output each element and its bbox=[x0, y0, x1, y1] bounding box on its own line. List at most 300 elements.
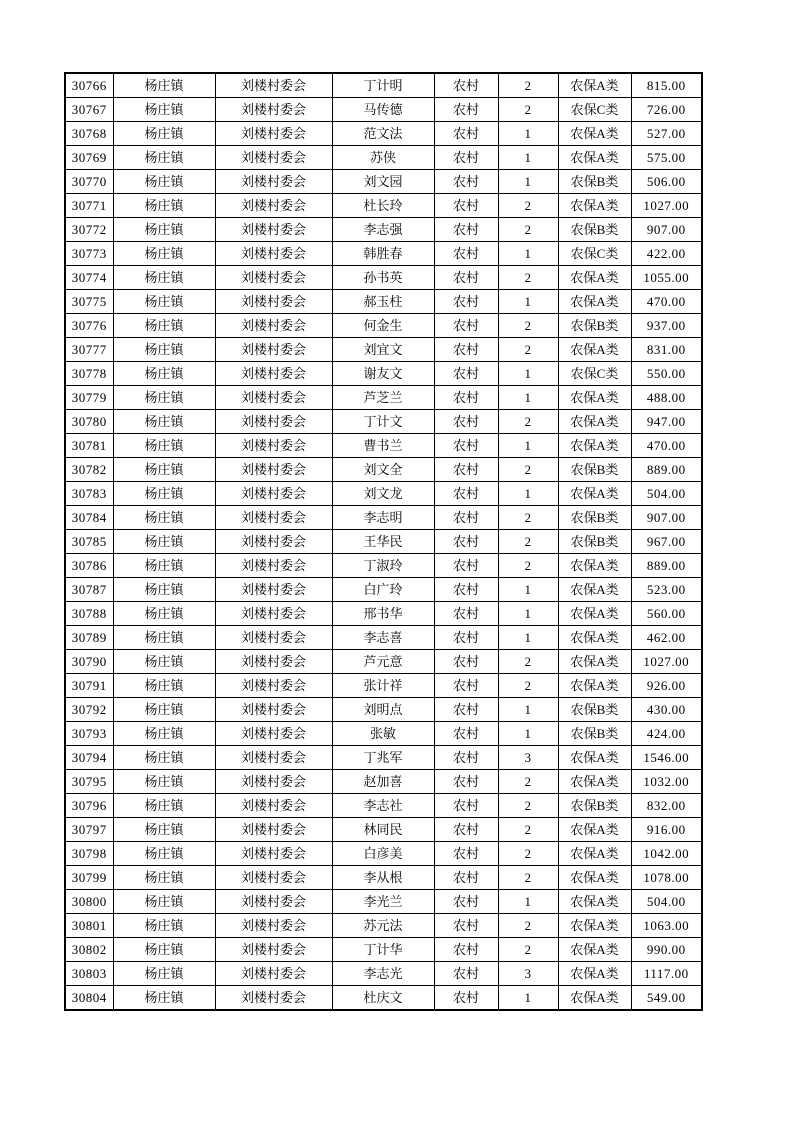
cell-town: 杨庄镇 bbox=[113, 962, 215, 986]
cell-category: 农村 bbox=[434, 818, 498, 842]
cell-record-id: 30804 bbox=[65, 986, 113, 1011]
cell-person-count: 1 bbox=[498, 362, 558, 386]
cell-person-name: 何金生 bbox=[332, 314, 434, 338]
cell-town: 杨庄镇 bbox=[113, 266, 215, 290]
cell-town: 杨庄镇 bbox=[113, 746, 215, 770]
cell-category: 农村 bbox=[434, 434, 498, 458]
cell-insurance-type: 农保A类 bbox=[558, 818, 631, 842]
cell-amount: 832.00 bbox=[631, 794, 702, 818]
cell-record-id: 30793 bbox=[65, 722, 113, 746]
table-row bbox=[65, 986, 702, 1011]
cell-person-name: 郝玉柱 bbox=[332, 290, 434, 314]
cell-person-name: 林同民 bbox=[332, 818, 434, 842]
cell-insurance-type: 农保A类 bbox=[558, 290, 631, 314]
cell-category: 农村 bbox=[434, 554, 498, 578]
cell-record-id: 30789 bbox=[65, 626, 113, 650]
cell-town: 杨庄镇 bbox=[113, 482, 215, 506]
cell-insurance-type: 农保C类 bbox=[558, 98, 631, 122]
cell-amount: 504.00 bbox=[631, 482, 702, 506]
cell-record-id: 30801 bbox=[65, 914, 113, 938]
cell-person-name: 王华民 bbox=[332, 530, 434, 554]
cell-town: 杨庄镇 bbox=[113, 506, 215, 530]
cell-category: 农村 bbox=[434, 482, 498, 506]
cell-amount: 907.00 bbox=[631, 506, 702, 530]
cell-village-committee: 刘楼村委会 bbox=[215, 362, 332, 386]
cell-village-committee: 刘楼村委会 bbox=[215, 914, 332, 938]
cell-amount: 527.00 bbox=[631, 122, 702, 146]
cell-category: 农村 bbox=[434, 722, 498, 746]
cell-amount: 1546.00 bbox=[631, 746, 702, 770]
cell-insurance-type: 农保A类 bbox=[558, 73, 631, 98]
cell-town: 杨庄镇 bbox=[113, 290, 215, 314]
cell-insurance-type: 农保A类 bbox=[558, 482, 631, 506]
cell-village-committee: 刘楼村委会 bbox=[215, 506, 332, 530]
cell-category: 农村 bbox=[434, 914, 498, 938]
table-row bbox=[65, 73, 702, 98]
cell-village-committee: 刘楼村委会 bbox=[215, 530, 332, 554]
cell-insurance-type: 农保A类 bbox=[558, 674, 631, 698]
table-row bbox=[65, 266, 702, 290]
cell-person-name: 丁计文 bbox=[332, 410, 434, 434]
table-row bbox=[65, 530, 702, 554]
cell-person-name: 杜庆文 bbox=[332, 986, 434, 1011]
cell-record-id: 30777 bbox=[65, 338, 113, 362]
cell-amount: 1027.00 bbox=[631, 650, 702, 674]
cell-person-name: 苏侠 bbox=[332, 146, 434, 170]
cell-person-name: 李志光 bbox=[332, 962, 434, 986]
cell-person-count: 2 bbox=[498, 866, 558, 890]
cell-record-id: 30767 bbox=[65, 98, 113, 122]
cell-town: 杨庄镇 bbox=[113, 338, 215, 362]
cell-category: 农村 bbox=[434, 218, 498, 242]
cell-amount: 926.00 bbox=[631, 674, 702, 698]
cell-insurance-type: 农保B类 bbox=[558, 314, 631, 338]
table-row bbox=[65, 242, 702, 266]
cell-category: 农村 bbox=[434, 986, 498, 1011]
cell-record-id: 30792 bbox=[65, 698, 113, 722]
cell-person-name: 赵加喜 bbox=[332, 770, 434, 794]
cell-village-committee: 刘楼村委会 bbox=[215, 122, 332, 146]
cell-town: 杨庄镇 bbox=[113, 650, 215, 674]
cell-town: 杨庄镇 bbox=[113, 602, 215, 626]
cell-amount: 470.00 bbox=[631, 290, 702, 314]
cell-town: 杨庄镇 bbox=[113, 530, 215, 554]
cell-village-committee: 刘楼村委会 bbox=[215, 770, 332, 794]
cell-town: 杨庄镇 bbox=[113, 842, 215, 866]
cell-record-id: 30785 bbox=[65, 530, 113, 554]
table-row bbox=[65, 602, 702, 626]
cell-town: 杨庄镇 bbox=[113, 722, 215, 746]
cell-record-id: 30803 bbox=[65, 962, 113, 986]
table-row bbox=[65, 746, 702, 770]
cell-record-id: 30778 bbox=[65, 362, 113, 386]
cell-record-id: 30774 bbox=[65, 266, 113, 290]
cell-person-count: 2 bbox=[498, 458, 558, 482]
cell-amount: 462.00 bbox=[631, 626, 702, 650]
cell-village-committee: 刘楼村委会 bbox=[215, 722, 332, 746]
table-row bbox=[65, 938, 702, 962]
table-row bbox=[65, 842, 702, 866]
cell-record-id: 30797 bbox=[65, 818, 113, 842]
table-row bbox=[65, 146, 702, 170]
cell-village-committee: 刘楼村委会 bbox=[215, 314, 332, 338]
table-row bbox=[65, 914, 702, 938]
cell-insurance-type: 农保A类 bbox=[558, 650, 631, 674]
cell-record-id: 30771 bbox=[65, 194, 113, 218]
table-row bbox=[65, 770, 702, 794]
cell-person-name: 曹书兰 bbox=[332, 434, 434, 458]
cell-person-name: 张敏 bbox=[332, 722, 434, 746]
cell-town: 杨庄镇 bbox=[113, 410, 215, 434]
cell-category: 农村 bbox=[434, 602, 498, 626]
cell-insurance-type: 农保A类 bbox=[558, 626, 631, 650]
cell-amount: 488.00 bbox=[631, 386, 702, 410]
cell-person-count: 1 bbox=[498, 626, 558, 650]
cell-category: 农村 bbox=[434, 794, 498, 818]
cell-town: 杨庄镇 bbox=[113, 770, 215, 794]
cell-record-id: 30769 bbox=[65, 146, 113, 170]
cell-person-count: 1 bbox=[498, 722, 558, 746]
cell-category: 农村 bbox=[434, 746, 498, 770]
cell-insurance-type: 农保A类 bbox=[558, 914, 631, 938]
cell-insurance-type: 农保C类 bbox=[558, 362, 631, 386]
cell-category: 农村 bbox=[434, 506, 498, 530]
cell-village-committee: 刘楼村委会 bbox=[215, 338, 332, 362]
cell-person-count: 1 bbox=[498, 482, 558, 506]
cell-town: 杨庄镇 bbox=[113, 73, 215, 98]
cell-record-id: 30781 bbox=[65, 434, 113, 458]
cell-village-committee: 刘楼村委会 bbox=[215, 410, 332, 434]
cell-person-count: 1 bbox=[498, 122, 558, 146]
table-row bbox=[65, 98, 702, 122]
cell-amount: 1117.00 bbox=[631, 962, 702, 986]
cell-record-id: 30791 bbox=[65, 674, 113, 698]
cell-person-name: 刘文龙 bbox=[332, 482, 434, 506]
cell-person-count: 2 bbox=[498, 338, 558, 362]
cell-amount: 1055.00 bbox=[631, 266, 702, 290]
cell-amount: 1078.00 bbox=[631, 866, 702, 890]
cell-insurance-type: 农保A类 bbox=[558, 746, 631, 770]
cell-person-count: 3 bbox=[498, 746, 558, 770]
cell-person-count: 2 bbox=[498, 506, 558, 530]
cell-insurance-type: 农保A类 bbox=[558, 890, 631, 914]
cell-person-name: 邢书华 bbox=[332, 602, 434, 626]
cell-insurance-type: 农保C类 bbox=[558, 242, 631, 266]
cell-person-name: 李志喜 bbox=[332, 626, 434, 650]
cell-person-count: 2 bbox=[498, 73, 558, 98]
cell-amount: 907.00 bbox=[631, 218, 702, 242]
cell-person-count: 1 bbox=[498, 170, 558, 194]
cell-person-count: 1 bbox=[498, 890, 558, 914]
cell-insurance-type: 农保A类 bbox=[558, 962, 631, 986]
cell-insurance-type: 农保A类 bbox=[558, 386, 631, 410]
table-row bbox=[65, 482, 702, 506]
cell-village-committee: 刘楼村委会 bbox=[215, 938, 332, 962]
cell-record-id: 30802 bbox=[65, 938, 113, 962]
table-row bbox=[65, 434, 702, 458]
cell-person-count: 2 bbox=[498, 554, 558, 578]
cell-amount: 831.00 bbox=[631, 338, 702, 362]
cell-person-count: 1 bbox=[498, 434, 558, 458]
cell-amount: 1042.00 bbox=[631, 842, 702, 866]
cell-town: 杨庄镇 bbox=[113, 434, 215, 458]
cell-person-name: 李从根 bbox=[332, 866, 434, 890]
cell-record-id: 30794 bbox=[65, 746, 113, 770]
cell-record-id: 30773 bbox=[65, 242, 113, 266]
cell-record-id: 30782 bbox=[65, 458, 113, 482]
cell-insurance-type: 农保A类 bbox=[558, 554, 631, 578]
cell-amount: 947.00 bbox=[631, 410, 702, 434]
cell-record-id: 30775 bbox=[65, 290, 113, 314]
table-row bbox=[65, 314, 702, 338]
cell-record-id: 30799 bbox=[65, 866, 113, 890]
cell-record-id: 30780 bbox=[65, 410, 113, 434]
cell-record-id: 30783 bbox=[65, 482, 113, 506]
cell-town: 杨庄镇 bbox=[113, 122, 215, 146]
cell-person-count: 2 bbox=[498, 794, 558, 818]
cell-person-name: 丁淑玲 bbox=[332, 554, 434, 578]
cell-amount: 1027.00 bbox=[631, 194, 702, 218]
cell-person-count: 1 bbox=[498, 578, 558, 602]
cell-town: 杨庄镇 bbox=[113, 362, 215, 386]
cell-village-committee: 刘楼村委会 bbox=[215, 602, 332, 626]
cell-amount: 422.00 bbox=[631, 242, 702, 266]
cell-insurance-type: 农保A类 bbox=[558, 578, 631, 602]
table-row bbox=[65, 818, 702, 842]
table-row bbox=[65, 458, 702, 482]
table-row bbox=[65, 698, 702, 722]
table-row bbox=[65, 794, 702, 818]
cell-amount: 560.00 bbox=[631, 602, 702, 626]
cell-person-name: 白广玲 bbox=[332, 578, 434, 602]
cell-town: 杨庄镇 bbox=[113, 578, 215, 602]
cell-amount: 937.00 bbox=[631, 314, 702, 338]
table-row bbox=[65, 554, 702, 578]
cell-category: 农村 bbox=[434, 890, 498, 914]
cell-person-count: 3 bbox=[498, 962, 558, 986]
cell-person-count: 2 bbox=[498, 842, 558, 866]
cell-insurance-type: 农保A类 bbox=[558, 938, 631, 962]
cell-amount: 815.00 bbox=[631, 73, 702, 98]
cell-category: 农村 bbox=[434, 530, 498, 554]
cell-person-name: 范文法 bbox=[332, 122, 434, 146]
table-row bbox=[65, 674, 702, 698]
cell-person-name: 马传德 bbox=[332, 98, 434, 122]
cell-insurance-type: 农保B类 bbox=[558, 218, 631, 242]
cell-category: 农村 bbox=[434, 98, 498, 122]
cell-insurance-type: 农保A类 bbox=[558, 770, 631, 794]
cell-village-committee: 刘楼村委会 bbox=[215, 698, 332, 722]
cell-person-name: 韩胜春 bbox=[332, 242, 434, 266]
cell-amount: 967.00 bbox=[631, 530, 702, 554]
cell-town: 杨庄镇 bbox=[113, 314, 215, 338]
cell-category: 农村 bbox=[434, 626, 498, 650]
cell-person-count: 1 bbox=[498, 602, 558, 626]
cell-category: 农村 bbox=[434, 674, 498, 698]
cell-amount: 424.00 bbox=[631, 722, 702, 746]
cell-amount: 430.00 bbox=[631, 698, 702, 722]
cell-town: 杨庄镇 bbox=[113, 890, 215, 914]
cell-insurance-type: 农保B类 bbox=[558, 722, 631, 746]
cell-village-committee: 刘楼村委会 bbox=[215, 266, 332, 290]
cell-person-count: 2 bbox=[498, 650, 558, 674]
cell-amount: 575.00 bbox=[631, 146, 702, 170]
cell-insurance-type: 农保A类 bbox=[558, 410, 631, 434]
cell-village-committee: 刘楼村委会 bbox=[215, 218, 332, 242]
cell-person-count: 2 bbox=[498, 770, 558, 794]
cell-insurance-type: 农保B类 bbox=[558, 530, 631, 554]
cell-town: 杨庄镇 bbox=[113, 386, 215, 410]
cell-insurance-type: 农保A类 bbox=[558, 986, 631, 1011]
cell-town: 杨庄镇 bbox=[113, 554, 215, 578]
cell-category: 农村 bbox=[434, 386, 498, 410]
cell-record-id: 30770 bbox=[65, 170, 113, 194]
cell-town: 杨庄镇 bbox=[113, 986, 215, 1011]
cell-insurance-type: 农保A类 bbox=[558, 866, 631, 890]
cell-village-committee: 刘楼村委会 bbox=[215, 674, 332, 698]
table-row bbox=[65, 170, 702, 194]
cell-village-committee: 刘楼村委会 bbox=[215, 650, 332, 674]
cell-village-committee: 刘楼村委会 bbox=[215, 482, 332, 506]
cell-person-count: 2 bbox=[498, 98, 558, 122]
cell-category: 农村 bbox=[434, 73, 498, 98]
cell-person-count: 1 bbox=[498, 386, 558, 410]
cell-person-name: 芦芝兰 bbox=[332, 386, 434, 410]
cell-category: 农村 bbox=[434, 362, 498, 386]
cell-category: 农村 bbox=[434, 290, 498, 314]
cell-insurance-type: 农保B类 bbox=[558, 794, 631, 818]
cell-category: 农村 bbox=[434, 842, 498, 866]
cell-category: 农村 bbox=[434, 146, 498, 170]
records-table bbox=[64, 72, 703, 1011]
cell-category: 农村 bbox=[434, 410, 498, 434]
cell-amount: 549.00 bbox=[631, 986, 702, 1011]
table-row bbox=[65, 194, 702, 218]
cell-category: 农村 bbox=[434, 770, 498, 794]
cell-town: 杨庄镇 bbox=[113, 218, 215, 242]
cell-town: 杨庄镇 bbox=[113, 794, 215, 818]
cell-category: 农村 bbox=[434, 122, 498, 146]
cell-insurance-type: 农保B类 bbox=[558, 458, 631, 482]
cell-amount: 504.00 bbox=[631, 890, 702, 914]
cell-category: 农村 bbox=[434, 938, 498, 962]
cell-category: 农村 bbox=[434, 338, 498, 362]
cell-amount: 889.00 bbox=[631, 458, 702, 482]
cell-category: 农村 bbox=[434, 578, 498, 602]
cell-category: 农村 bbox=[434, 314, 498, 338]
cell-person-count: 2 bbox=[498, 914, 558, 938]
cell-person-name: 李志明 bbox=[332, 506, 434, 530]
table-row bbox=[65, 722, 702, 746]
cell-town: 杨庄镇 bbox=[113, 170, 215, 194]
cell-village-committee: 刘楼村委会 bbox=[215, 242, 332, 266]
cell-person-name: 李志社 bbox=[332, 794, 434, 818]
cell-person-name: 杜长玲 bbox=[332, 194, 434, 218]
cell-record-id: 30788 bbox=[65, 602, 113, 626]
cell-amount: 550.00 bbox=[631, 362, 702, 386]
cell-person-name: 张计祥 bbox=[332, 674, 434, 698]
cell-person-count: 2 bbox=[498, 530, 558, 554]
cell-category: 农村 bbox=[434, 698, 498, 722]
table-row bbox=[65, 578, 702, 602]
cell-record-id: 30796 bbox=[65, 794, 113, 818]
table-row bbox=[65, 626, 702, 650]
cell-person-name: 刘文全 bbox=[332, 458, 434, 482]
cell-person-count: 2 bbox=[498, 818, 558, 842]
cell-village-committee: 刘楼村委会 bbox=[215, 842, 332, 866]
cell-record-id: 30786 bbox=[65, 554, 113, 578]
cell-person-count: 2 bbox=[498, 314, 558, 338]
cell-person-count: 2 bbox=[498, 938, 558, 962]
cell-person-name: 丁兆军 bbox=[332, 746, 434, 770]
cell-village-committee: 刘楼村委会 bbox=[215, 890, 332, 914]
cell-village-committee: 刘楼村委会 bbox=[215, 818, 332, 842]
table-row bbox=[65, 338, 702, 362]
cell-person-name: 刘宜文 bbox=[332, 338, 434, 362]
cell-person-count: 1 bbox=[498, 986, 558, 1011]
cell-category: 农村 bbox=[434, 962, 498, 986]
cell-amount: 470.00 bbox=[631, 434, 702, 458]
cell-insurance-type: 农保A类 bbox=[558, 122, 631, 146]
table-row bbox=[65, 506, 702, 530]
cell-amount: 990.00 bbox=[631, 938, 702, 962]
cell-person-name: 李光兰 bbox=[332, 890, 434, 914]
cell-town: 杨庄镇 bbox=[113, 818, 215, 842]
cell-record-id: 30779 bbox=[65, 386, 113, 410]
cell-person-name: 丁计华 bbox=[332, 938, 434, 962]
cell-town: 杨庄镇 bbox=[113, 98, 215, 122]
cell-person-count: 1 bbox=[498, 290, 558, 314]
cell-village-committee: 刘楼村委会 bbox=[215, 578, 332, 602]
cell-amount: 889.00 bbox=[631, 554, 702, 578]
cell-category: 农村 bbox=[434, 866, 498, 890]
cell-town: 杨庄镇 bbox=[113, 626, 215, 650]
table-row bbox=[65, 386, 702, 410]
cell-person-name: 孙书英 bbox=[332, 266, 434, 290]
table-row bbox=[65, 218, 702, 242]
table-row bbox=[65, 866, 702, 890]
cell-record-id: 30766 bbox=[65, 73, 113, 98]
cell-insurance-type: 农保A类 bbox=[558, 602, 631, 626]
cell-town: 杨庄镇 bbox=[113, 914, 215, 938]
table-row bbox=[65, 362, 702, 386]
cell-village-committee: 刘楼村委会 bbox=[215, 626, 332, 650]
cell-category: 农村 bbox=[434, 242, 498, 266]
cell-person-name: 苏元法 bbox=[332, 914, 434, 938]
cell-record-id: 30784 bbox=[65, 506, 113, 530]
cell-village-committee: 刘楼村委会 bbox=[215, 434, 332, 458]
cell-record-id: 30776 bbox=[65, 314, 113, 338]
cell-amount: 1032.00 bbox=[631, 770, 702, 794]
cell-category: 农村 bbox=[434, 266, 498, 290]
cell-person-name: 刘文园 bbox=[332, 170, 434, 194]
cell-village-committee: 刘楼村委会 bbox=[215, 458, 332, 482]
cell-category: 农村 bbox=[434, 458, 498, 482]
cell-person-count: 2 bbox=[498, 194, 558, 218]
cell-village-committee: 刘楼村委会 bbox=[215, 986, 332, 1011]
cell-village-committee: 刘楼村委会 bbox=[215, 73, 332, 98]
table-row bbox=[65, 122, 702, 146]
cell-insurance-type: 农保A类 bbox=[558, 194, 631, 218]
cell-insurance-type: 农保B类 bbox=[558, 698, 631, 722]
cell-insurance-type: 农保A类 bbox=[558, 338, 631, 362]
cell-town: 杨庄镇 bbox=[113, 866, 215, 890]
cell-town: 杨庄镇 bbox=[113, 698, 215, 722]
cell-village-committee: 刘楼村委会 bbox=[215, 98, 332, 122]
cell-village-committee: 刘楼村委会 bbox=[215, 866, 332, 890]
cell-person-count: 2 bbox=[498, 266, 558, 290]
records-table-body bbox=[65, 73, 702, 1010]
